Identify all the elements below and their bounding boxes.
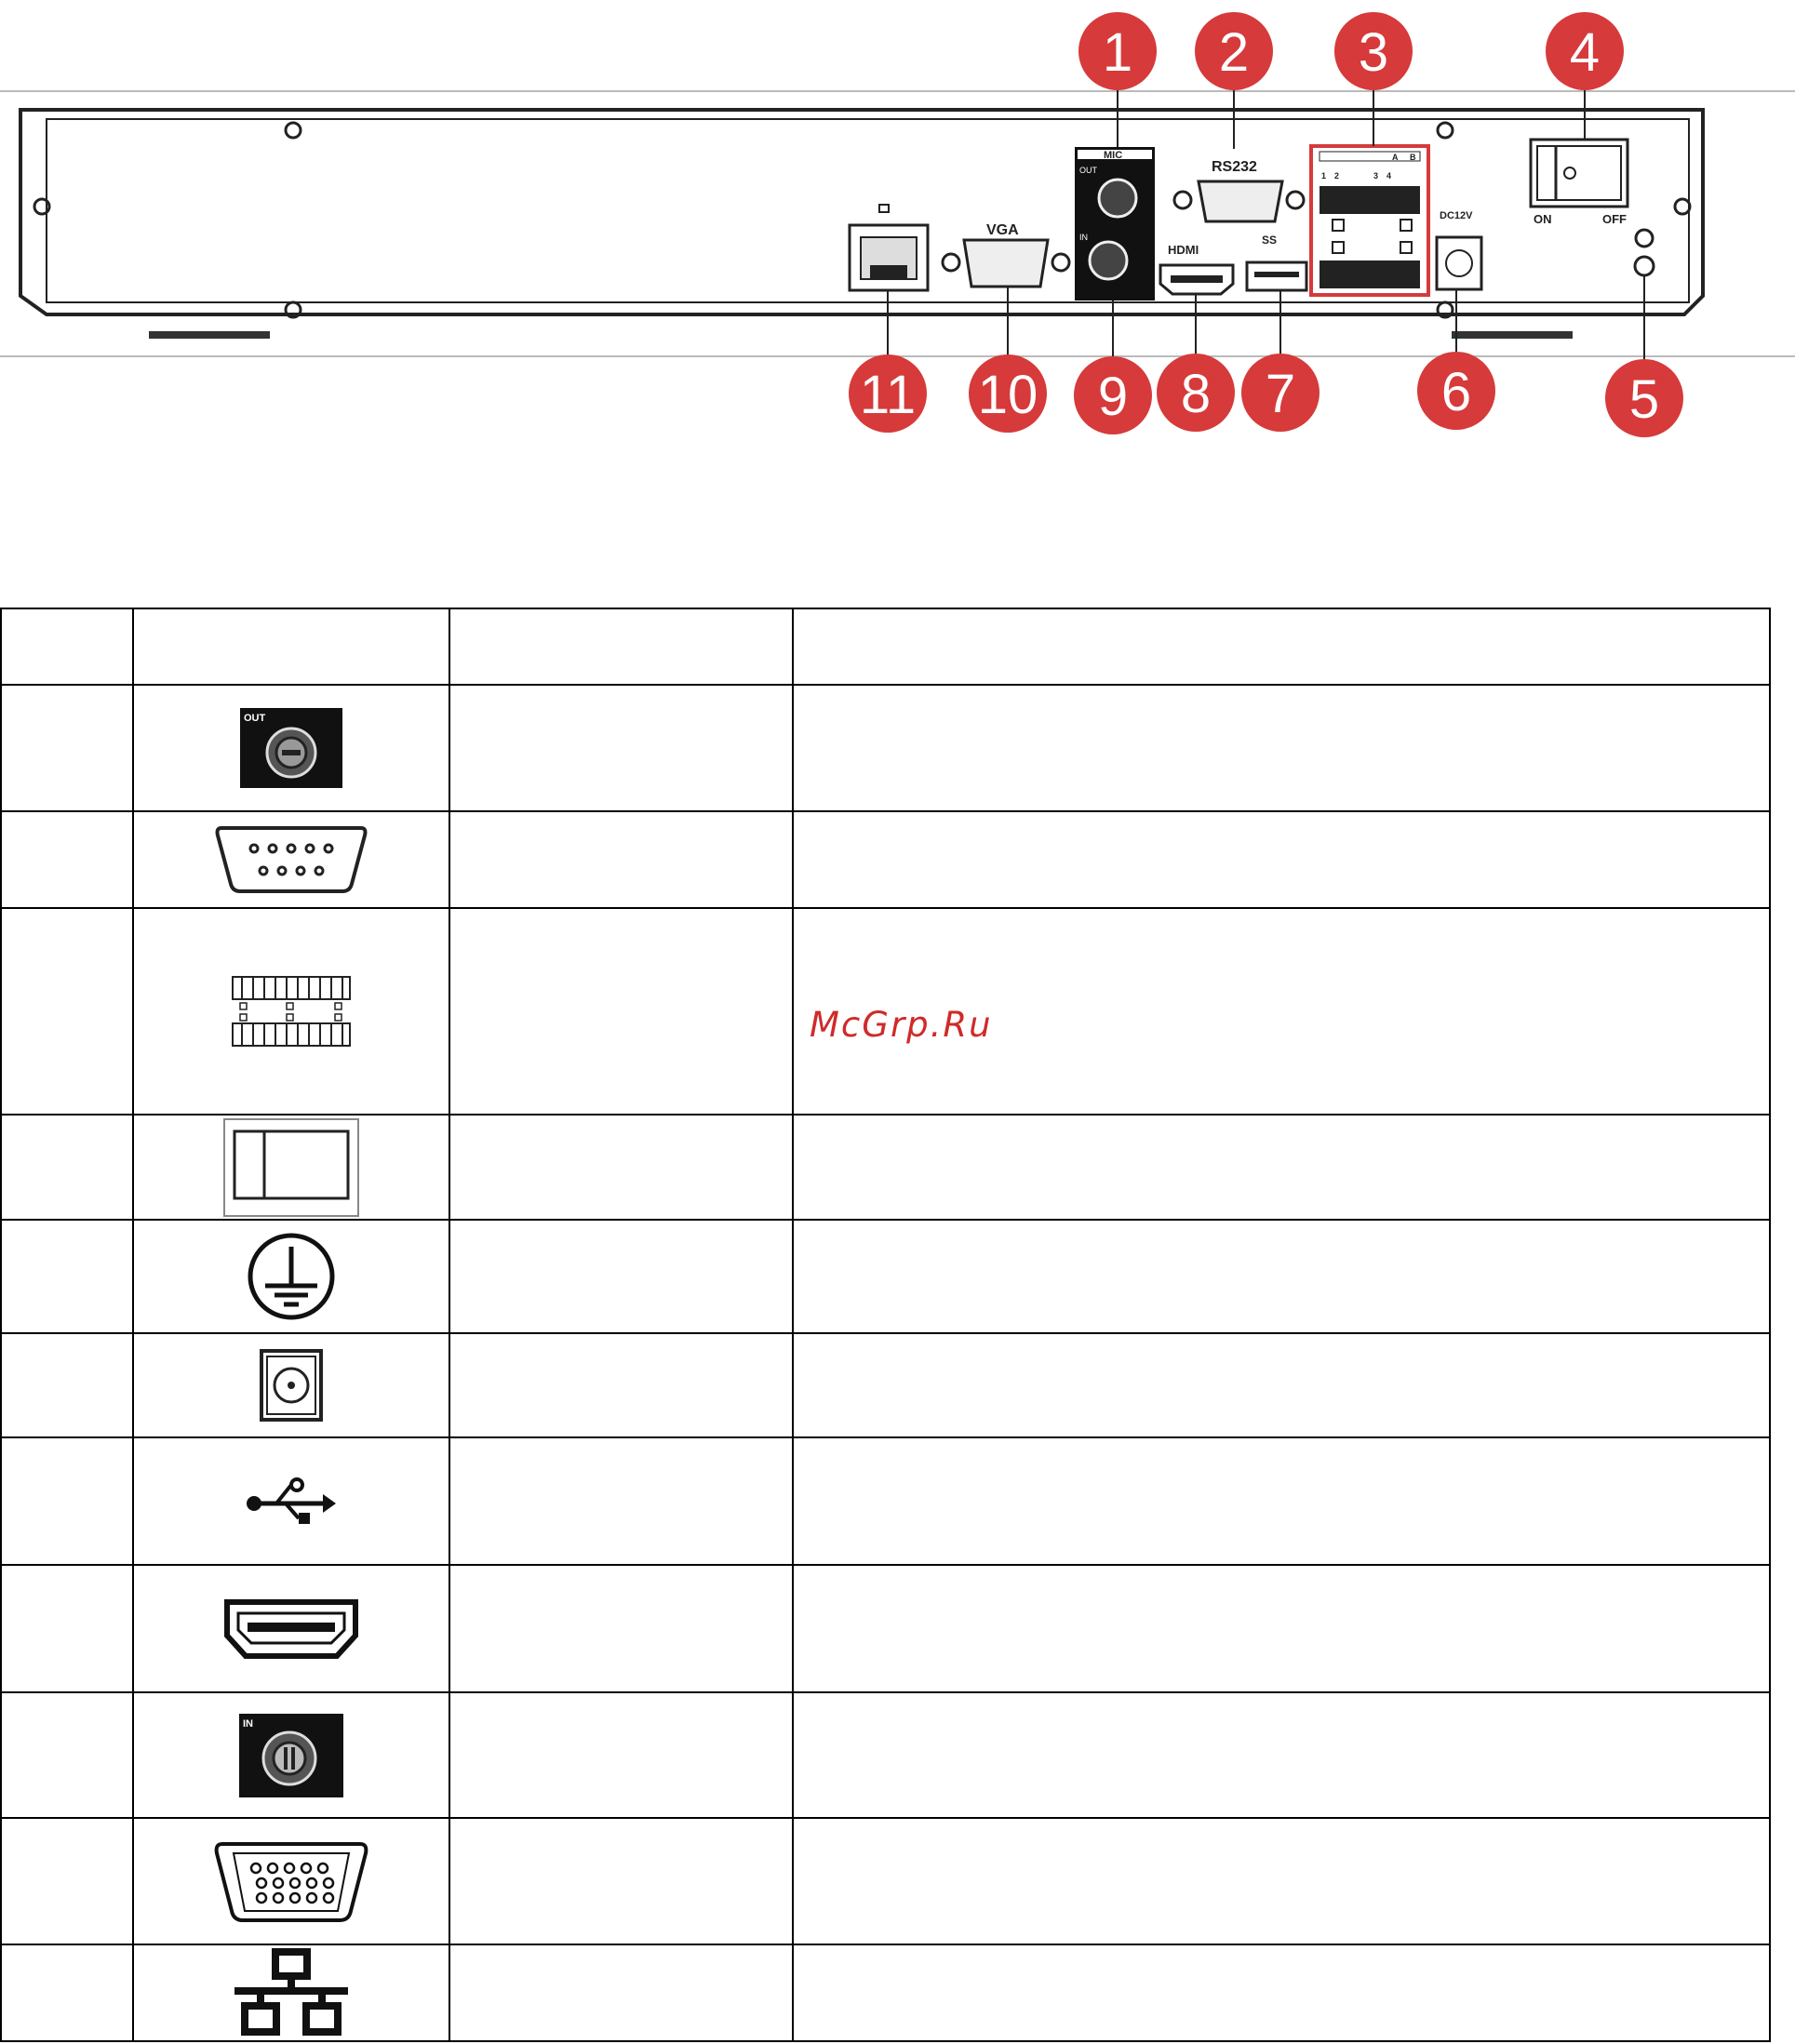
vga-icon (209, 1835, 373, 1928)
svg-text:HDMI: HDMI (1168, 243, 1199, 257)
table-row (1, 1944, 1770, 2041)
header-port-name (449, 608, 793, 685)
svg-text:4: 4 (1569, 22, 1601, 83)
callout-3 (1334, 12, 1413, 90)
svg-text:OFF: OFF (1602, 212, 1627, 226)
svg-text:9: 9 (1097, 367, 1129, 427)
svg-text:RS232: RS232 (1212, 159, 1257, 175)
callout-2 (1195, 12, 1273, 90)
svg-text:ON: ON (1534, 212, 1552, 226)
svg-text:11: 11 (859, 365, 917, 425)
svg-text:10: 10 (977, 365, 1038, 425)
table-row (1, 1115, 1770, 1220)
svg-text:5: 5 (1628, 369, 1660, 430)
svg-text:8: 8 (1180, 364, 1212, 424)
svg-text:SS: SS (1262, 234, 1278, 247)
header-function (793, 608, 1770, 685)
svg-text:7: 7 (1265, 364, 1296, 424)
svg-text:2: 2 (1334, 171, 1340, 180)
audio-out-icon (240, 708, 342, 788)
svg-text:IN: IN (243, 1717, 253, 1730)
callout-4 (1546, 12, 1624, 90)
hdmi-icon (221, 1596, 361, 1662)
audio-in-icon (239, 1714, 343, 1797)
header-icon (133, 608, 449, 685)
watermark-text: McGrp.Ru (810, 1005, 993, 1045)
callout-6 (1417, 352, 1495, 430)
table-row (1, 1818, 1770, 1944)
svg-text:4: 4 (1386, 171, 1392, 180)
callout-11 (849, 354, 927, 433)
svg-text:2: 2 (1218, 22, 1250, 83)
callout-1 (1078, 12, 1157, 90)
table-header-row (1, 608, 1770, 685)
alarm-terminal-icon (231, 975, 352, 1048)
table-row (1, 685, 1770, 811)
svg-text:MIC: MIC (1104, 150, 1123, 161)
callout-8 (1157, 354, 1235, 432)
audio-block (1075, 147, 1155, 301)
dc-power-icon (258, 1347, 325, 1423)
table-row (1, 1565, 1770, 1692)
table-row (1, 811, 1770, 908)
svg-text:3: 3 (1358, 22, 1389, 83)
callout-5 (1605, 359, 1683, 437)
table-row (1, 1220, 1770, 1333)
callout-10 (969, 354, 1047, 433)
svg-text:3: 3 (1373, 171, 1379, 180)
ground-icon (247, 1232, 336, 1321)
table-row (1, 1692, 1770, 1818)
svg-text:1: 1 (1321, 171, 1327, 180)
svg-text:6: 6 (1440, 362, 1472, 422)
svg-text:A: A (1392, 153, 1399, 162)
power-switch-icon (221, 1116, 361, 1219)
usb-icon (245, 1476, 338, 1528)
rs232-icon (212, 822, 370, 897)
svg-text:B: B (1410, 153, 1416, 162)
svg-text:DC12V: DC12V (1440, 210, 1473, 221)
table-row (1, 1333, 1770, 1437)
rear-panel-diagram (0, 0, 1795, 447)
table-row (1, 1437, 1770, 1565)
network-icon (231, 1948, 352, 2037)
svg-text:OUT: OUT (1079, 166, 1097, 175)
svg-text:VGA: VGA (986, 222, 1019, 238)
svg-text:OUT: OUT (244, 713, 266, 724)
ports-table (0, 608, 1771, 2042)
callout-9 (1074, 356, 1152, 434)
svg-text:IN: IN (1079, 233, 1088, 242)
svg-text:1: 1 (1102, 22, 1133, 83)
callout-7 (1241, 354, 1319, 432)
header-no (1, 608, 133, 685)
